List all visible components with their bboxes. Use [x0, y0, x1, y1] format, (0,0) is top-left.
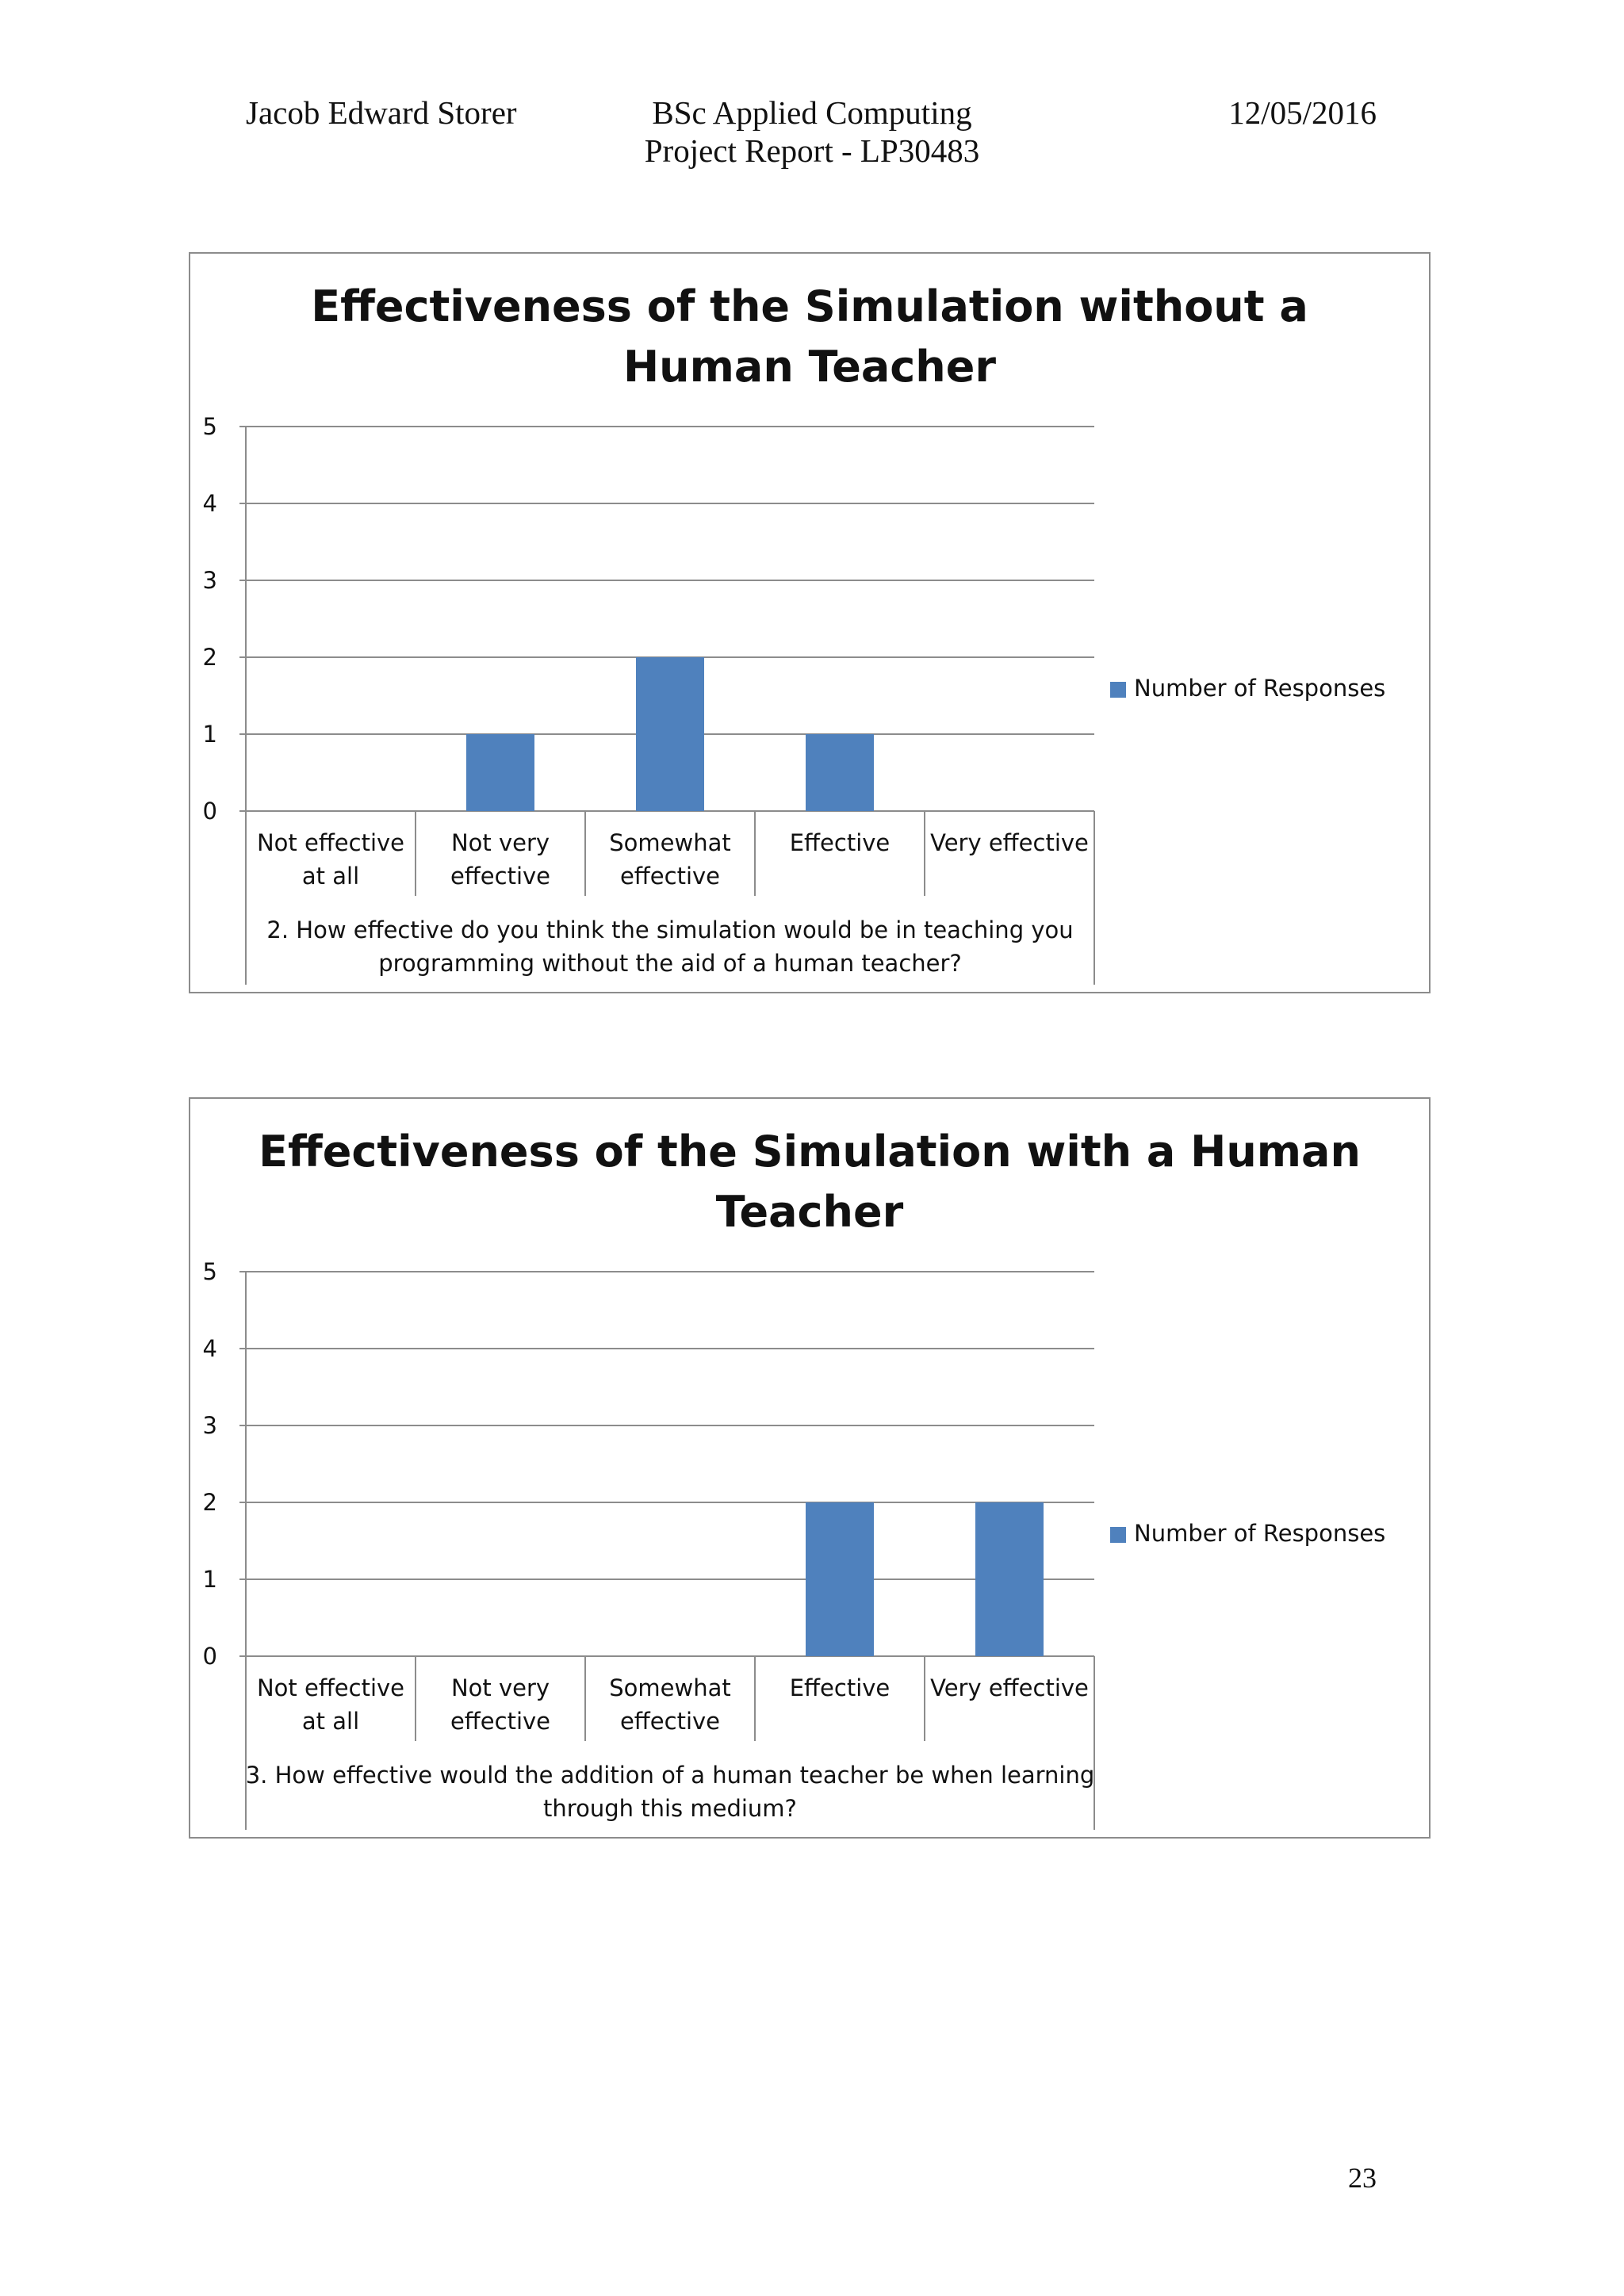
- x-axis-title-line: 2. How effective do you think the simulation would be in teaching you: [266, 916, 1074, 943]
- legend-label: Number of Responses: [1134, 675, 1386, 702]
- x-axis-title: [246, 1762, 1095, 1822]
- header-author: Jacob Edward Storer: [246, 94, 517, 131]
- header-course: [0, 94, 1624, 170]
- bar: [466, 734, 534, 811]
- x-tick-label-line: Somewhat: [609, 1674, 731, 1701]
- chart-title-line: Effectiveness of the Simulation without a: [311, 281, 1308, 331]
- x-tick-label-line: Effective: [789, 1674, 891, 1701]
- chart-canvas: [190, 254, 1429, 992]
- x-tick-label-line: Very effective: [930, 829, 1089, 856]
- page-number: 23: [1348, 2162, 1377, 2194]
- y-tick-label: 5: [202, 1258, 217, 1285]
- chart-title-line: Human Teacher: [622, 342, 997, 392]
- x-tick-label-line: Not very: [450, 1674, 550, 1701]
- y-tick-label: 1: [202, 1566, 217, 1593]
- y-tick-label: 2: [202, 1489, 217, 1516]
- bar: [636, 657, 704, 811]
- y-tick-label: 3: [202, 567, 217, 594]
- x-tick-label-line: effective: [450, 863, 551, 890]
- x-tick-label-line: Somewhat: [609, 829, 731, 856]
- x-tick-label-line: at all: [301, 1708, 360, 1735]
- x-tick-label-line: at all: [301, 863, 360, 890]
- bar: [806, 734, 874, 811]
- y-tick-label: 3: [202, 1412, 217, 1439]
- chart-title: [259, 1127, 1361, 1237]
- bar: [975, 1502, 1044, 1656]
- y-tick-label: 0: [202, 798, 217, 825]
- x-tick-label: [930, 1674, 1089, 1701]
- chart-effectiveness-with-teacher: [189, 1097, 1431, 1839]
- y-tick-label: 4: [202, 1335, 217, 1362]
- x-tick-label-line: effective: [619, 863, 721, 890]
- y-tick-label: 5: [202, 413, 217, 440]
- legend-swatch: [1110, 682, 1126, 698]
- x-tick-label: [450, 829, 550, 890]
- x-axis-title-line: through this medium?: [543, 1795, 797, 1822]
- x-tick-label: [609, 829, 730, 890]
- y-tick-label: 1: [202, 721, 217, 748]
- legend-swatch: [1110, 1527, 1126, 1543]
- chart-title-line: Effectiveness of the Simulation with a Human: [259, 1127, 1361, 1177]
- x-tick-label: [930, 829, 1089, 856]
- x-axis-title: [266, 916, 1073, 977]
- x-tick-label-line: Not effective: [256, 1674, 405, 1701]
- chart-canvas: [190, 1099, 1429, 1837]
- y-tick-label: 0: [202, 1643, 217, 1670]
- header-date: 12/05/2016: [1228, 94, 1377, 131]
- x-axis-title-line: programming without the aid of a human teacher?: [378, 950, 962, 977]
- x-tick-label: [609, 1674, 730, 1735]
- x-tick-label-line: Effective: [789, 829, 891, 856]
- x-tick-label: [450, 1674, 550, 1735]
- x-tick-label: [257, 829, 404, 890]
- y-tick-label: 4: [202, 490, 217, 517]
- chart-effectiveness-without-teacher: [189, 252, 1431, 993]
- bar: [806, 1502, 874, 1656]
- legend-label: Number of Responses: [1134, 1520, 1386, 1547]
- header-course-line-2: Project Report - LP30483: [644, 132, 980, 169]
- x-tick-label-line: Very effective: [930, 1674, 1089, 1701]
- x-tick-label-line: Not effective: [256, 829, 405, 856]
- x-tick-label-line: effective: [619, 1708, 721, 1735]
- x-tick-label-line: Not very: [450, 829, 550, 856]
- chart-title-line: Teacher: [715, 1187, 904, 1237]
- x-tick-label: [790, 829, 891, 856]
- x-tick-label-line: effective: [450, 1708, 551, 1735]
- x-tick-label: [790, 1674, 891, 1701]
- header-course-line-1: BSc Applied Computing: [652, 94, 972, 131]
- y-tick-label: 2: [202, 644, 217, 671]
- x-tick-label: [257, 1674, 404, 1735]
- x-axis-title-line: 3. How effective would the addition of a human teacher be when learning: [245, 1762, 1095, 1789]
- chart-title: [311, 281, 1308, 392]
